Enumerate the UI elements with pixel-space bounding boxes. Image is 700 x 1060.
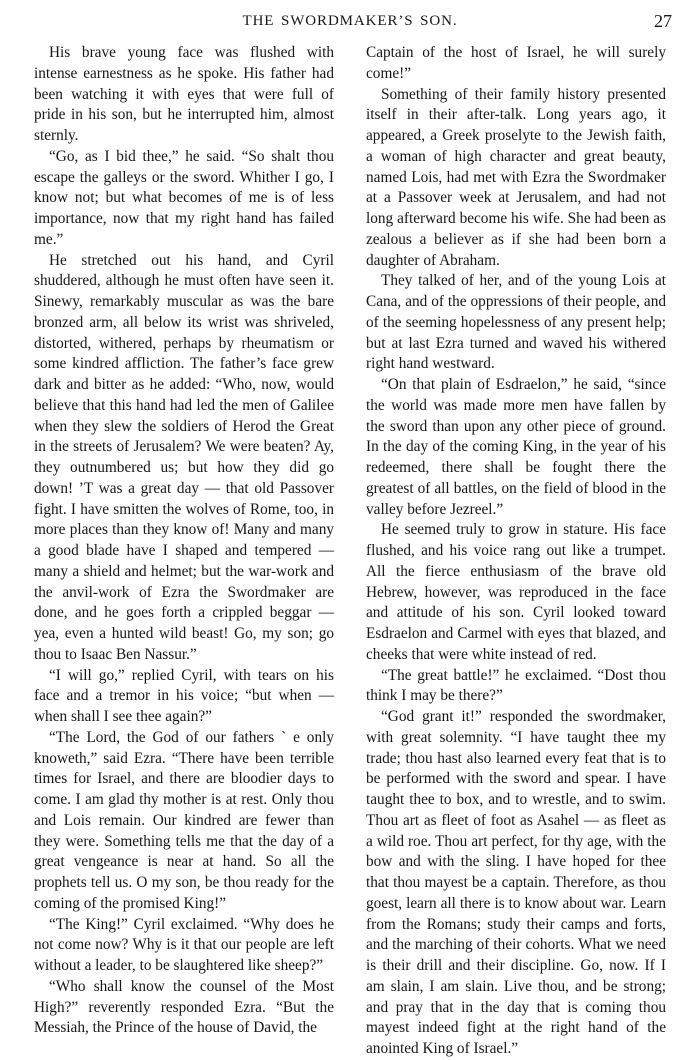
paragraph: Captain of the host of Israel, he will surely come!” <box>366 44 666 82</box>
running-title: THE SWORDMAKER’S SON. <box>242 13 458 29</box>
paragraph: “The great battle!” he exclaimed. “Dost thou think I may be there?” <box>366 666 666 705</box>
paragraph: He seemed truly to grow in stature. His face flushed, and his voice rang out like a trumpet. All the fierce enthusiasm of the brave old Hebrew, however, was reproduced in the face and attitude of his son. Cyril looked toward Esdraelon and Carmel with eyes that blazed, and cheeks that were white instead of red. <box>366 521 666 663</box>
left-column <box>34 43 334 1060</box>
paragraph: “I will go,” replied Cyril, with tears on his face and a tremor in his voice; “but when — when shall I see thee again?” <box>34 666 334 725</box>
text-columns <box>34 43 666 1060</box>
paragraph: “Go, as I bid thee,” he said. “So shalt thou escape the galleys or the sword. Whither I go, I know not; but what becomes of me is of less importance, now that my right hand has failed me.” <box>34 147 334 248</box>
paragraph: “The Lord, the God of our fathers ` e only knoweth,” said Ezra. “There have been terrible times for Israel, and there are bloodier days to come. I am glad thy mother is at rest. Only thou and Lois remain. Our kindred are fewer than they were. Something tells me that the day of a great vengeance is near at hand. So all the prophets tell us. O my son, be thou ready for the coming of the promised King!” <box>34 728 334 912</box>
page-header <box>0 0 700 40</box>
paragraph: “On that plain of Esdraelon,” he said, “since the world was made more men have fallen by the sword than upon any other piece of ground. In the day of the coming King, in the year of his redeemed, there shall be fought there the greatest of all battles, on the field of blood in the valley before Jezreel.” <box>366 376 666 518</box>
paragraph: His brave young face was flushed with intense earnestness as he spoke. His father had been watching it with eyes that were full of pride in his son, but he interrupted him, almost sternly. <box>34 44 334 144</box>
paragraph: Something of their family history presented itself in their after-talk. Long years ago, it appeared, a Greek proselyte to the Jewish faith, a woman of high character and great beauty, named Lois, had met with Ezra the Swordmaker at a Passover week at Jerusalem, and had not long afterward become his wife. She had been as zealous a believer as if she had been born a daughter of Abraham. <box>366 85 666 269</box>
paragraph: “God grant it!” responded the swordmaker, with great solemnity. “I have taught thee my trade; thou hast also learned every feat that is to be performed with the sword and spear. I have taught thee to box, and to wrestle, and to swim. Thou art as fleet of foot as Asahel — as fleet as a wild roe. Thou art perfect, for thy age, with the bow and with the sling. I have hoped for thee that thou mayest be a captain. Therefore, as thou goest, learn all there is to know about war. Learn from the Romans; study their camps and forts, and the marching of their cohorts. What we need is their drill and their discipline. Go, now. If I am slain, I am slain. Live thou, and be strong; and pray that in the day that is coming thou mayest indeed fight at the right hand of the anointed King of Israel.” <box>366 708 666 1057</box>
right-column <box>366 43 666 1060</box>
paragraph: “Who shall know the counsel of the Most High?” reverently responded Ezra. “But the Messiah, the Prince of the house of David, the <box>34 977 334 1037</box>
paragraph: “The King!” Cyril exclaimed. “Why does he not come now? Why is it that our people are left without a leader, to be slaughtered like sheep?” <box>34 915 334 974</box>
page-number: 27 <box>654 11 672 31</box>
paragraph: He stretched out his hand, and Cyril shuddered, although he must often have seen it. Sinewy, remarkably muscular as was the bare bronzed arm, all below its wrist was shriveled, distorted, withered, perhaps by rheumatism or some kindred affliction. The father’s face grew dark and bitter as he added: “Who, now, would believe that this hand had led the men of Galilee when they slew the soldiers of Herod the Great in the streets of Jerusalem? We were beaten? Ay, they outnumbered us; but how they did go down! ’T was a great day — that old Passover fight. I have smitten the wolves of Rome, too, in more places than they know of! Many and many a good blade have I shaped and tempered — many a shield and helmet; but the war-work and the anvil-work of Ezra the Swordmaker are done, and he goes forth a crippled beggar — yea, even a hunted wild beast! Go, my son; go thou to Isaac Ben Nassur.” <box>34 251 334 663</box>
paragraph: They talked of her, and of the young Lois at Cana, and of the oppressions of their people, and of the seeming hopelessness of any present help; but at last Ezra turned and waved his withered right hand westward. <box>366 272 666 373</box>
